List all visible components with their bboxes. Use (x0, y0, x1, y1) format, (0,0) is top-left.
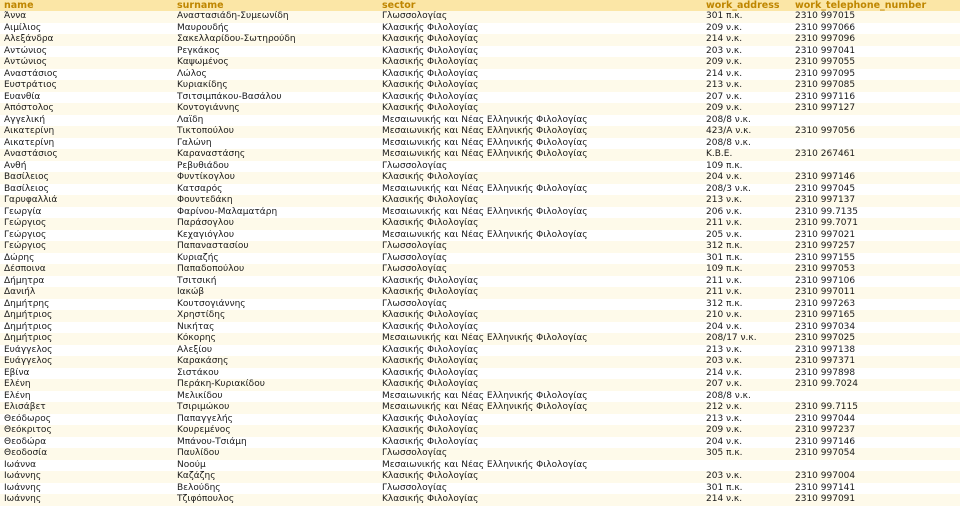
work-telephone-cell: 2310 997034 (791, 322, 960, 334)
table-row[interactable] (0, 195, 960, 207)
table-row[interactable] (0, 402, 960, 414)
column-header-sector[interactable]: sector (378, 0, 702, 11)
sector-cell: Μεσαιωνικής και Νέας Ελληνικής Φιλολογίας (378, 460, 702, 472)
sector-cell: Κλασικής Φιλολογίας (378, 425, 702, 437)
work-telephone-cell: 2310 997041 (791, 46, 960, 58)
name-cell: Αντώνιος (0, 57, 173, 69)
work-telephone-cell (791, 138, 960, 150)
work-telephone-cell: 2310 997015 (791, 11, 960, 23)
work-address-cell: 203 ν.κ. (702, 471, 791, 483)
table-row[interactable] (0, 218, 960, 230)
name-cell: Ανθή (0, 161, 173, 173)
sector-cell: Γλωσσολογίας (378, 241, 702, 253)
work-address-cell: 206 ν.κ. (702, 207, 791, 219)
work-telephone-cell: 2310 997146 (791, 172, 960, 184)
table-row[interactable] (0, 11, 960, 23)
work-telephone-cell: 2310 997044 (791, 414, 960, 426)
table-row[interactable] (0, 207, 960, 219)
work-address-cell: 213 ν.κ. (702, 414, 791, 426)
work-address-cell: 212 ν.κ. (702, 402, 791, 414)
column-header-work-address[interactable]: work_address (702, 0, 791, 11)
work-address-cell: 214 ν.κ. (702, 69, 791, 81)
name-cell: Ελένη (0, 379, 173, 391)
work-telephone-cell: 2310 997127 (791, 103, 960, 115)
sector-cell: Κλασικής Φιλολογίας (378, 172, 702, 184)
table-row[interactable] (0, 80, 960, 92)
name-cell: Ιωάννης (0, 494, 173, 506)
name-cell: Απόστολος (0, 103, 173, 115)
surname-cell: Ρεγκάκος (173, 46, 378, 58)
surname-cell: Τικτοπούλου (173, 126, 378, 138)
sector-cell: Κλασικής Φιλολογίας (378, 287, 702, 299)
work-address-cell: 214 ν.κ. (702, 494, 791, 506)
surname-cell: Νικήτας (173, 322, 378, 334)
work-telephone-cell: 2310 997054 (791, 448, 960, 460)
work-telephone-cell: 2310 997021 (791, 230, 960, 242)
surname-cell: Κοντογιάννης (173, 103, 378, 115)
name-cell: Δημήτρης (0, 299, 173, 311)
name-cell: Δώρης (0, 253, 173, 265)
work-address-cell: 209 ν.κ. (702, 57, 791, 69)
work-address-cell: 203 ν.κ. (702, 46, 791, 58)
table-row[interactable] (0, 23, 960, 35)
table-row[interactable] (0, 103, 960, 115)
work-telephone-cell: 2310 997025 (791, 333, 960, 345)
table-row[interactable] (0, 310, 960, 322)
name-cell: Δήμητρα (0, 276, 173, 288)
surname-cell: Μπάνου-Τσιάμη (173, 437, 378, 449)
work-telephone-cell: 2310 997263 (791, 299, 960, 311)
sector-cell: Κλασικής Φιλολογίας (378, 322, 702, 334)
surname-cell: Βελούδης (173, 483, 378, 495)
work-address-cell: 312 π.κ. (702, 299, 791, 311)
sector-cell: Μεσαιωνικής και Νέας Ελληνικής Φιλολογίας (378, 138, 702, 150)
sector-cell: Κλασικής Φιλολογίας (378, 494, 702, 506)
sector-cell: Μεσαιωνικής και Νέας Ελληνικής Φιλολογίας (378, 184, 702, 196)
work-address-cell: 305 π.κ. (702, 448, 791, 460)
work-telephone-cell: 2310 997137 (791, 195, 960, 207)
table-row[interactable] (0, 115, 960, 127)
work-telephone-cell: 2310 997141 (791, 483, 960, 495)
work-telephone-cell: 2310 99.7024 (791, 379, 960, 391)
sector-cell: Μεσαιωνικής και Νέας Ελληνικής Φιλολογίας (378, 149, 702, 161)
surname-cell: Κουτσογιάννης (173, 299, 378, 311)
work-telephone-cell: 2310 997165 (791, 310, 960, 322)
table-row[interactable] (0, 92, 960, 104)
table-row[interactable] (0, 460, 960, 472)
surname-cell: Καρακάσης (173, 356, 378, 368)
sector-cell: Μεσαιωνικής και Νέας Ελληνικής Φιλολογίας (378, 333, 702, 345)
name-cell: Γεώργιος (0, 241, 173, 253)
work-telephone-cell (791, 391, 960, 403)
surname-cell: Νοούμ (173, 460, 378, 472)
surname-cell: Παπαδοπούλου (173, 264, 378, 276)
surname-cell: Κυριαζής (173, 253, 378, 265)
table-row[interactable] (0, 333, 960, 345)
table-row[interactable] (0, 57, 960, 69)
name-cell: Εβίνα (0, 368, 173, 380)
name-cell: Ευάγγελος (0, 356, 173, 368)
work-telephone-cell: 2310 997106 (791, 276, 960, 288)
sector-cell: Κλασικής Φιλολογίας (378, 92, 702, 104)
surname-cell: Κεχαγιόγλου (173, 230, 378, 242)
surname-cell: Παράσογλου (173, 218, 378, 230)
surname-cell: Ιακώβ (173, 287, 378, 299)
work-telephone-cell (791, 460, 960, 472)
sector-cell: Κλασικής Φιλολογίας (378, 218, 702, 230)
table-row[interactable] (0, 425, 960, 437)
table-row[interactable] (0, 471, 960, 483)
work-telephone-cell: 2310 997096 (791, 34, 960, 46)
work-telephone-cell: 2310 997237 (791, 425, 960, 437)
table-row[interactable] (0, 69, 960, 81)
work-telephone-cell: 2310 267461 (791, 149, 960, 161)
work-address-cell: 208/8 ν.κ. (702, 391, 791, 403)
name-cell: Θεόκριτος (0, 425, 173, 437)
table-row[interactable] (0, 437, 960, 449)
name-cell: Θεοδώρα (0, 437, 173, 449)
work-address-cell: 208/3 ν.κ. (702, 184, 791, 196)
sector-cell: Κλασικής Φιλολογίας (378, 195, 702, 207)
name-cell: Αικατερίνη (0, 126, 173, 138)
surname-cell: Τσιτσική (173, 276, 378, 288)
sector-cell: Μεσαιωνικής και Νέας Ελληνικής Φιλολογίας (378, 126, 702, 138)
work-address-cell: 109 π.κ. (702, 161, 791, 173)
work-address-cell: 211 ν.κ. (702, 218, 791, 230)
work-address-cell: 213 ν.κ. (702, 195, 791, 207)
work-telephone-cell: 2310 997004 (791, 471, 960, 483)
work-address-cell: 208/8 ν.κ. (702, 138, 791, 150)
name-cell: Ιωάννης (0, 471, 173, 483)
sector-cell: Γλωσσολογίας (378, 161, 702, 173)
work-address-cell: 204 ν.κ. (702, 172, 791, 184)
work-address-cell: 211 ν.κ. (702, 276, 791, 288)
name-cell: Δημήτριος (0, 310, 173, 322)
name-cell: Αναστάσιος (0, 69, 173, 81)
work-telephone-cell: 2310 997085 (791, 80, 960, 92)
work-telephone-cell: 2310 997095 (791, 69, 960, 81)
surname-cell: Φυντίκογλου (173, 172, 378, 184)
table-row[interactable] (0, 138, 960, 150)
name-cell: Δημήτριος (0, 322, 173, 334)
surname-cell: Τζιφόπουλος (173, 494, 378, 506)
work-address-cell: Κ.Β.Ε. (702, 149, 791, 161)
surname-cell: Περάκη-Κυριακίδου (173, 379, 378, 391)
table-row[interactable] (0, 46, 960, 58)
sector-cell: Μεσαιωνικής και Νέας Ελληνικής Φιλολογίας (378, 391, 702, 403)
sector-cell: Κλασικής Φιλολογίας (378, 80, 702, 92)
surname-cell: Καψωμένος (173, 57, 378, 69)
table-row[interactable] (0, 264, 960, 276)
work-address-cell: 211 ν.κ. (702, 287, 791, 299)
sector-cell: Κλασικής Φιλολογίας (378, 414, 702, 426)
surname-cell: Τσιτσιμπάκου-Βασάλου (173, 92, 378, 104)
work-address-cell: 301 π.κ. (702, 11, 791, 23)
sector-cell: Κλασικής Φιλολογίας (378, 368, 702, 380)
name-cell: Άννα (0, 11, 173, 23)
surname-cell: Κουρεμένος (173, 425, 378, 437)
sector-cell: Μεσαιωνικής και Νέας Ελληνικής Φιλολογίας (378, 115, 702, 127)
column-header-name[interactable]: name (0, 0, 173, 11)
work-address-cell: 213 ν.κ. (702, 345, 791, 357)
header-row (0, 0, 960, 11)
sector-cell: Γλωσσολογίας (378, 483, 702, 495)
surname-cell: Γαλώνη (173, 138, 378, 150)
name-cell: Αναστάσιος (0, 149, 173, 161)
work-telephone-cell: 2310 997371 (791, 356, 960, 368)
name-cell: Γεώργιος (0, 230, 173, 242)
work-telephone-cell: 2310 997011 (791, 287, 960, 299)
name-cell: Δανιήλ (0, 287, 173, 299)
work-address-cell: 205 ν.κ. (702, 230, 791, 242)
table-row[interactable] (0, 414, 960, 426)
table-row[interactable] (0, 161, 960, 173)
work-address-cell: 209 ν.κ. (702, 103, 791, 115)
surname-cell: Καζάζης (173, 471, 378, 483)
sector-cell: Μεσαιωνικής και Νέας Ελληνικής Φιλολογίας (378, 207, 702, 219)
work-telephone-cell: 2310 99.7071 (791, 218, 960, 230)
sector-cell: Γλωσσολογίας (378, 264, 702, 276)
table-row[interactable] (0, 368, 960, 380)
name-cell: Γεωργία (0, 207, 173, 219)
sector-cell: Γλωσσολογίας (378, 299, 702, 311)
column-header-surname[interactable]: surname (173, 0, 378, 11)
surname-cell: Λαϊδη (173, 115, 378, 127)
sector-cell: Κλασικής Φιλολογίας (378, 34, 702, 46)
work-address-cell: 204 ν.κ. (702, 437, 791, 449)
work-telephone-cell: 2310 997898 (791, 368, 960, 380)
work-telephone-cell: 2310 997155 (791, 253, 960, 265)
work-telephone-cell (791, 161, 960, 173)
table-row[interactable] (0, 483, 960, 495)
table-row[interactable] (0, 126, 960, 138)
surname-cell: Σακελλαρίδου-Σωτηρούδη (173, 34, 378, 46)
work-address-cell: 204 ν.κ. (702, 322, 791, 334)
work-address-cell (702, 460, 791, 472)
table-row[interactable] (0, 345, 960, 357)
work-address-cell: 210 ν.κ. (702, 310, 791, 322)
sector-cell: Γλωσσολογίας (378, 11, 702, 23)
surname-cell: Παυλίδου (173, 448, 378, 460)
sector-cell: Κλασικής Φιλολογίας (378, 310, 702, 322)
surname-cell: Σιστάκου (173, 368, 378, 380)
table-row[interactable] (0, 241, 960, 253)
work-address-cell: 109 π.κ. (702, 264, 791, 276)
name-cell: Αντώνιος (0, 46, 173, 58)
surname-cell: Χρηστίδης (173, 310, 378, 322)
work-address-cell: 214 ν.κ. (702, 34, 791, 46)
name-cell: Γεώργιος (0, 218, 173, 230)
surname-cell: Αναστασιάδη-Συμεωνίδη (173, 11, 378, 23)
surname-cell: Λώλος (173, 69, 378, 81)
work-address-cell: 214 ν.κ. (702, 368, 791, 380)
sector-cell: Κλασικής Φιλολογίας (378, 103, 702, 115)
work-telephone-cell: 2310 997091 (791, 494, 960, 506)
sector-cell: Κλασικής Φιλολογίας (378, 69, 702, 81)
name-cell: Βασίλειος (0, 184, 173, 196)
table-row[interactable] (0, 299, 960, 311)
surname-cell: Φαρίνου-Μαλαματάρη (173, 207, 378, 219)
work-telephone-cell: 2310 99.7115 (791, 402, 960, 414)
table-row[interactable] (0, 494, 960, 506)
table-row[interactable] (0, 149, 960, 161)
table-row[interactable] (0, 253, 960, 265)
sector-cell: Κλασικής Φιλολογίας (378, 379, 702, 391)
work-address-cell: 213 ν.κ. (702, 80, 791, 92)
table-row[interactable] (0, 230, 960, 242)
work-telephone-cell: 2310 997138 (791, 345, 960, 357)
name-cell: Ευανθία (0, 92, 173, 104)
table-row[interactable] (0, 287, 960, 299)
work-telephone-cell: 2310 997053 (791, 264, 960, 276)
work-telephone-cell: 2310 997257 (791, 241, 960, 253)
name-cell: Ιωάννης (0, 483, 173, 495)
sector-cell: Κλασικής Φιλολογίας (378, 46, 702, 58)
work-address-cell: 209 ν.κ. (702, 23, 791, 35)
name-cell: Ευστράτιος (0, 80, 173, 92)
surname-cell: Μελικίδου (173, 391, 378, 403)
sector-cell: Κλασικής Φιλολογίας (378, 356, 702, 368)
name-cell: Αλεξάνδρα (0, 34, 173, 46)
name-cell: Βασίλειος (0, 172, 173, 184)
name-cell: Γαρυφαλλιά (0, 195, 173, 207)
surname-cell: Φουντεδάκη (173, 195, 378, 207)
table-row[interactable] (0, 391, 960, 403)
table-row[interactable] (0, 322, 960, 334)
surname-cell: Κόκορης (173, 333, 378, 345)
work-telephone-cell: 2310 997066 (791, 23, 960, 35)
table-row[interactable] (0, 379, 960, 391)
surname-cell: Καραναστάσης (173, 149, 378, 161)
surname-cell: Κυριακίδης (173, 80, 378, 92)
table-row[interactable] (0, 356, 960, 368)
work-address-cell: 203 ν.κ. (702, 356, 791, 368)
name-cell: Θεοδοσία (0, 448, 173, 460)
work-address-cell: 209 ν.κ. (702, 425, 791, 437)
surname-cell: Τσιριμώκου (173, 402, 378, 414)
table-row[interactable] (0, 276, 960, 288)
name-cell: Αγγελική (0, 115, 173, 127)
name-cell: Ελένη (0, 391, 173, 403)
work-telephone-cell (791, 115, 960, 127)
name-cell: Αικατερίνη (0, 138, 173, 150)
sector-cell: Κλασικής Φιλολογίας (378, 23, 702, 35)
work-telephone-cell: 2310 99.7135 (791, 207, 960, 219)
name-cell: Ιωάννα (0, 460, 173, 472)
surname-cell: Αλεξίου (173, 345, 378, 357)
table-row[interactable] (0, 184, 960, 196)
sector-cell: Κλασικής Φιλολογίας (378, 276, 702, 288)
table-row[interactable] (0, 172, 960, 184)
sector-cell: Κλασικής Φιλολογίας (378, 471, 702, 483)
work-address-cell: 207 ν.κ. (702, 379, 791, 391)
name-cell: Θεόδωρος (0, 414, 173, 426)
work-address-cell: 301 π.κ. (702, 483, 791, 495)
surname-cell: Ρεβυθιάδου (173, 161, 378, 173)
sector-cell: Κλασικής Φιλολογίας (378, 57, 702, 69)
sector-cell: Γλωσσολογίας (378, 253, 702, 265)
sector-cell: Γλωσσολογίας (378, 448, 702, 460)
surname-cell: Παπαναστασίου (173, 241, 378, 253)
sector-cell: Μεσαιωνικής και Νέας Ελληνικής Φιλολογίας (378, 402, 702, 414)
sector-cell: Κλασικής Φιλολογίας (378, 437, 702, 449)
table-row[interactable] (0, 448, 960, 460)
work-address-cell: 208/17 ν.κ. (702, 333, 791, 345)
table-body (0, 11, 960, 506)
work-address-cell: 312 π.κ. (702, 241, 791, 253)
work-telephone-cell: 2310 997146 (791, 437, 960, 449)
surname-cell: Παπαγγελής (173, 414, 378, 426)
work-telephone-cell: 2310 997055 (791, 57, 960, 69)
work-telephone-cell: 2310 997056 (791, 126, 960, 138)
sector-cell: Μεσαιωνικής και Νέας Ελληνικής Φιλολογίας (378, 230, 702, 242)
surname-cell: Μαυρουδής (173, 23, 378, 35)
column-header-work-telephone-number[interactable]: work_telephone_number (791, 0, 960, 11)
work-address-cell: 207 ν.κ. (702, 92, 791, 104)
sector-cell: Κλασικής Φιλολογίας (378, 345, 702, 357)
work-address-cell: 301 π.κ. (702, 253, 791, 265)
table-row[interactable] (0, 34, 960, 46)
surname-cell: Κατσαρός (173, 184, 378, 196)
work-address-cell: 208/8 ν.κ. (702, 115, 791, 127)
name-cell: Δημήτριος (0, 333, 173, 345)
name-cell: Δέσποινα (0, 264, 173, 276)
name-cell: Ελισάβετ (0, 402, 173, 414)
name-cell: Αιμίλιος (0, 23, 173, 35)
work-telephone-cell: 2310 997045 (791, 184, 960, 196)
work-address-cell: 423/Α ν.κ. (702, 126, 791, 138)
work-telephone-cell: 2310 997116 (791, 92, 960, 104)
name-cell: Ευάγγελος (0, 345, 173, 357)
